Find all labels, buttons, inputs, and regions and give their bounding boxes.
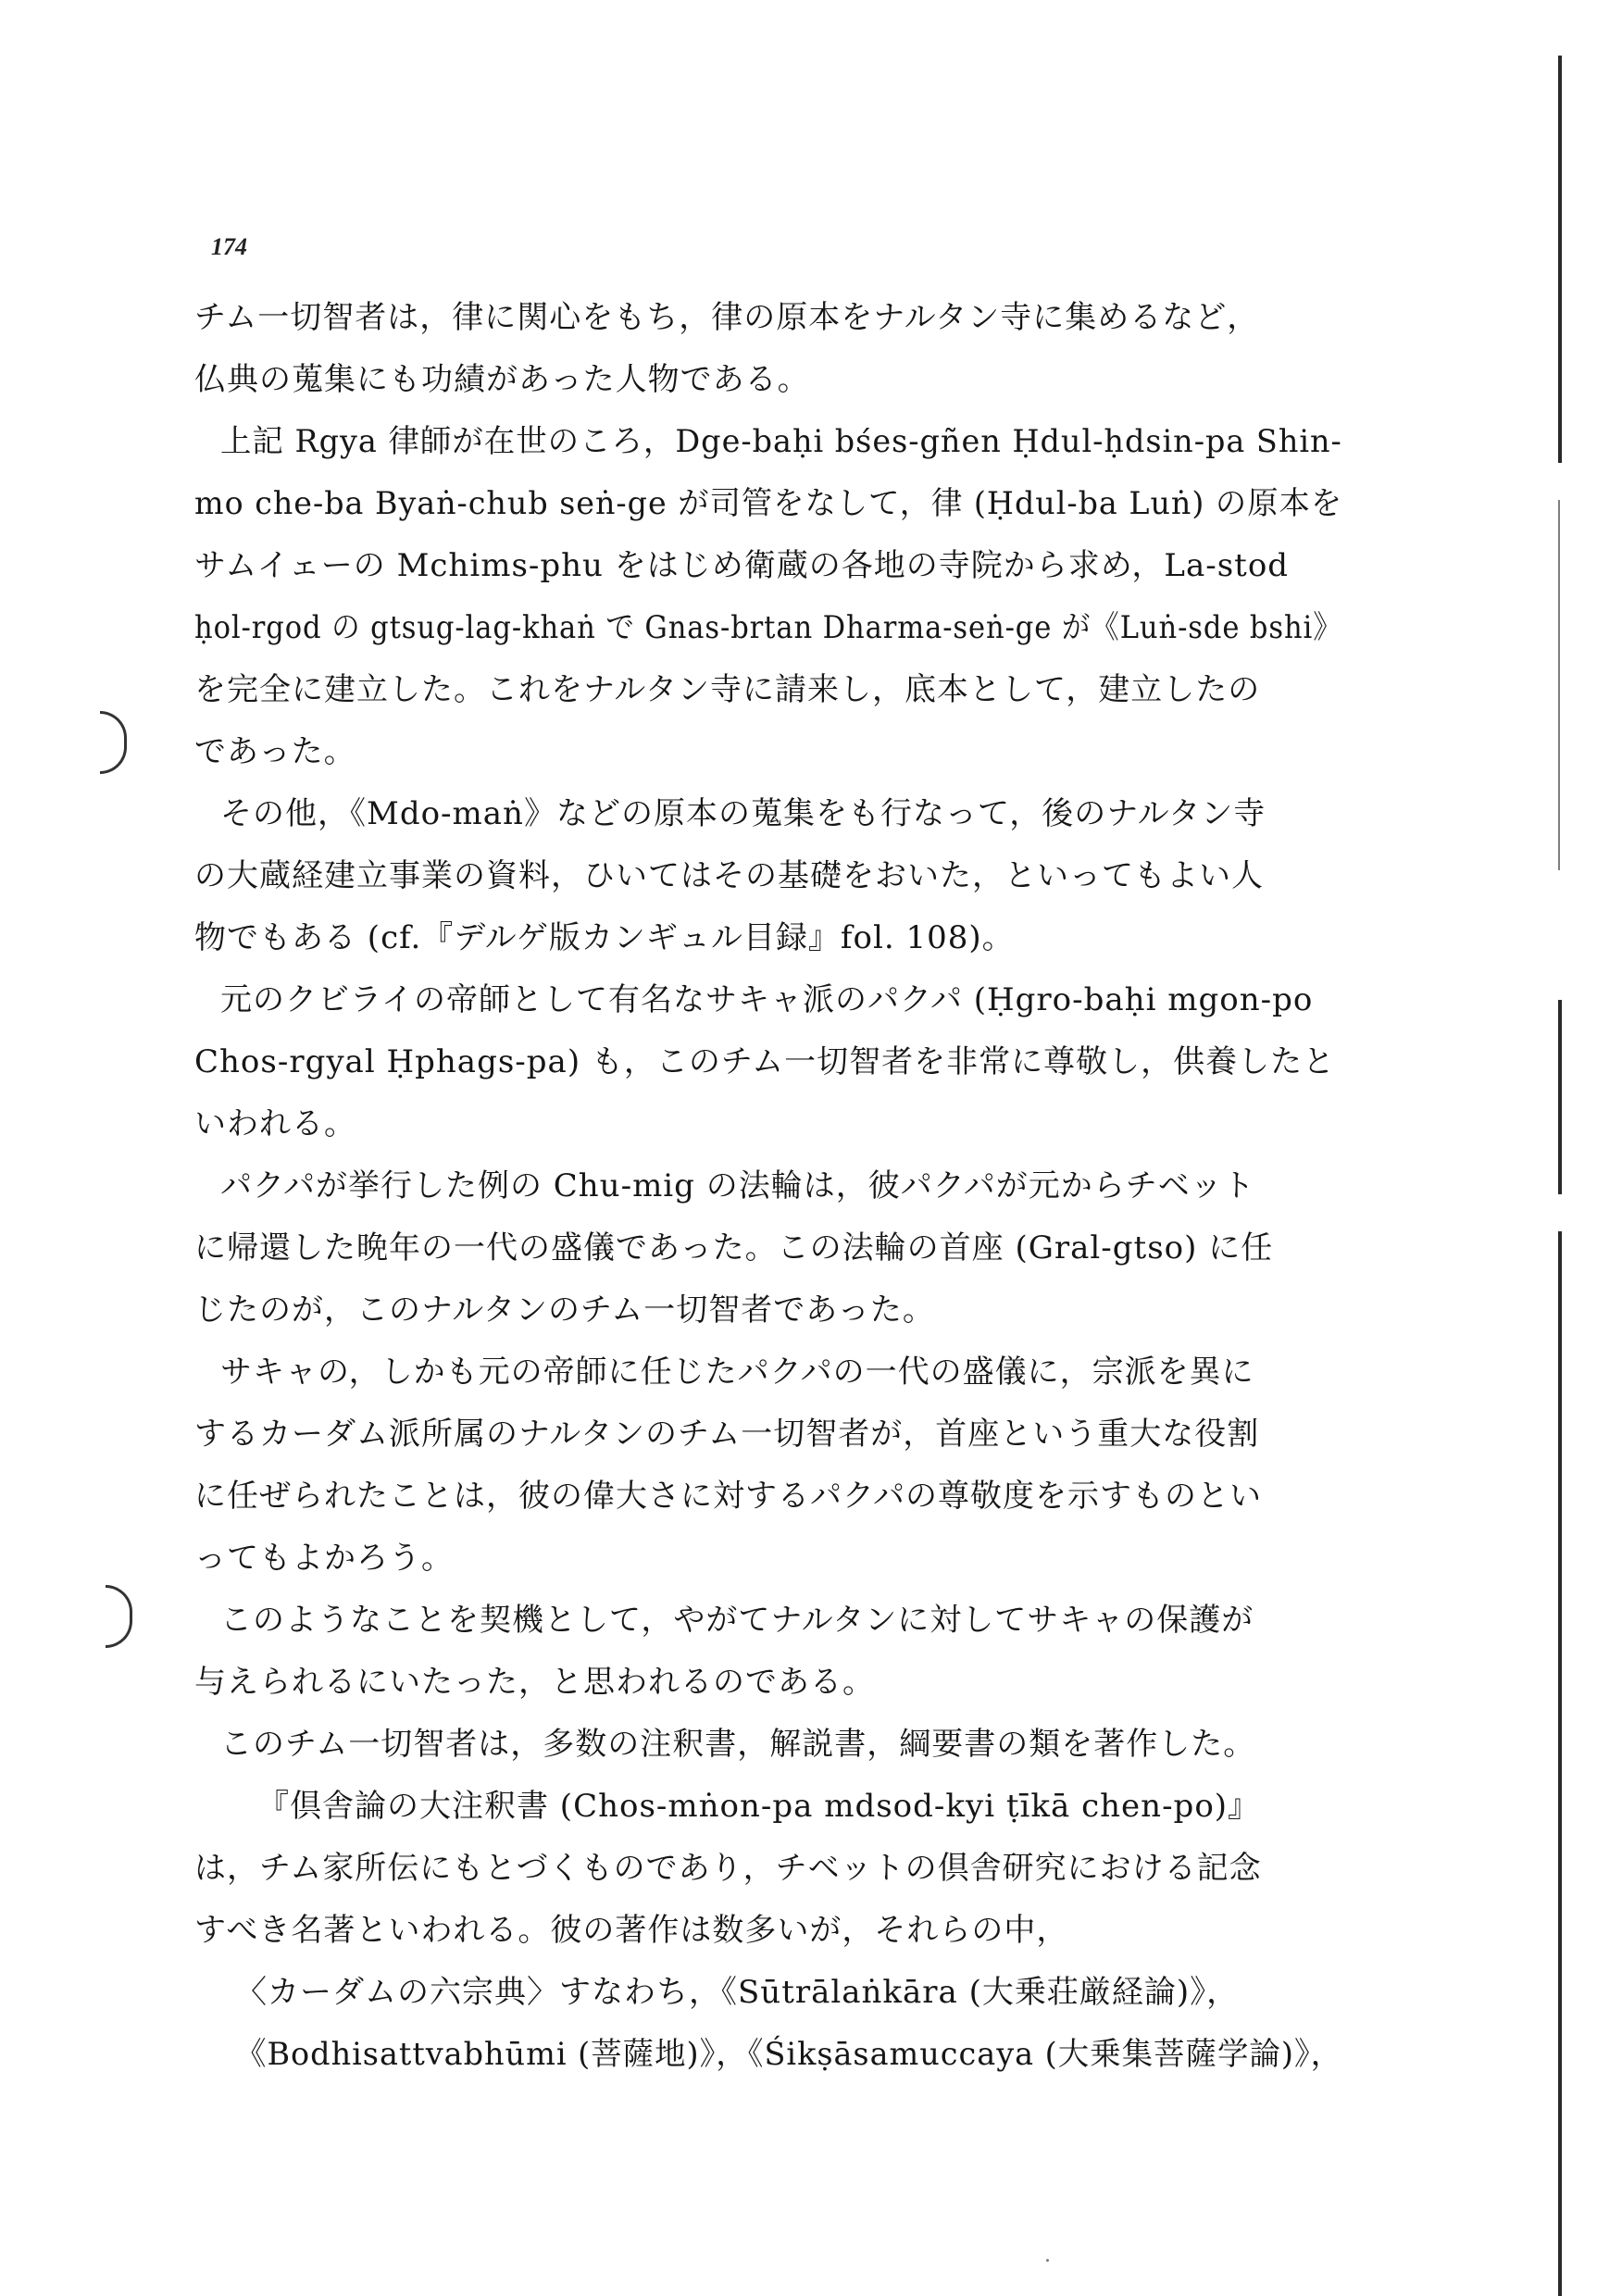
text-line: 『倶舎論の大注釈書 (Chos-mṅon-pa mdsod-kyi ṭīkā chen-po)』 <box>257 1788 1261 1825</box>
text-line: 物でもある (cf.『デルゲ版カンギュル目録』fol. 108)。 <box>194 919 1015 956</box>
binding-hole-mark <box>106 1585 132 1648</box>
text-line: に帰還した晩年の一代の盛儀であった。この法輪の首座 (Gral-gtso) に任 <box>194 1229 1274 1267</box>
text-line: サムイェーの Mchims-phu をはじめ衛蔵の各地の寺院から求め，La-stod <box>194 547 1290 584</box>
text-line: ってもよかろう。 <box>194 1540 454 1577</box>
text-line: じたのが，このナルタンのチム一切智者であった。 <box>194 1292 935 1329</box>
page-edge-rule <box>1558 1000 1562 1194</box>
text-line: 元のクビライの帝師として有名なサキャ派のパクパ (Ḥgro-baḥi mgon-po <box>220 981 1314 1018</box>
text-line: ḥol-rgod の gtsug-lag-khaṅ で Gnas-brtan Dharma-seṅ-ge が《Luṅ-sde bshi》 <box>194 609 1342 646</box>
text-line: の大蔵経建立事業の資料，ひいてはその基礎をおいた，といってもよい人 <box>194 857 1264 894</box>
text-line: このチム一切智者は，多数の注釈書，解説書，綱要書の類を著作した。 <box>220 1726 1256 1763</box>
page-number: 174 <box>211 233 247 260</box>
text-line: するカーダム派所属のナルタンのチム一切智者が，首座という重大な役割 <box>194 1416 1260 1453</box>
text-line: Chos-rgyal Ḥphags-pa) も，このチム一切智者を非常に尊敬し，供養したと <box>194 1043 1336 1080</box>
page-edge-rule <box>1558 56 1562 463</box>
text-line: パクパが挙行した例の Chu-mig の法輪は，彼パクパが元からチベット <box>220 1167 1255 1204</box>
scan-speck <box>1046 2259 1049 2262</box>
text-line: 《Bodhisattvabhūmi (菩薩地)》，《Śikṣāsamuccaya (大乗集菩薩学論)》， <box>235 2036 1343 2073</box>
text-line: すべき名著といわれる。彼の著作は数多いが，それらの中， <box>194 1912 1069 1949</box>
text-line: 与えられるにいたった，と思われるのである。 <box>194 1664 875 1701</box>
text-line: サキャの，しかも元の帝師に任じたパクパの一代の盛儀に，宗派を異に <box>220 1354 1254 1391</box>
text-line: その他，《Mdo-maṅ》などの原本の蒐集をも行なって，後のナルタン寺 <box>220 795 1266 832</box>
text-line: mo che-ba Byaṅ-chub seṅ-ge が司管をなして，律 (Ḥdul-ba Luṅ) の原本を <box>194 485 1343 522</box>
page-edge-rule <box>1558 500 1560 870</box>
text-line: 上記 Rgya 律師が在世のころ，Dge-baḥi bśes-gñen Ḥdul-ḥdsin-pa Shin- <box>220 423 1342 460</box>
binding-hole-mark <box>100 711 127 774</box>
text-line: 〈カーダムの六宗典〉すなわち，《Sūtrālaṅkāra (大乗荘厳経論)》， <box>235 1974 1240 2011</box>
text-line: このようなことを契機として，やがてナルタンに対してサキャの保護が <box>220 1602 1254 1639</box>
text-line: 仏典の蒐集にも功績があった人物である。 <box>194 361 810 398</box>
text-line: いわれる。 <box>194 1105 356 1142</box>
text-line: であった。 <box>194 733 356 770</box>
text-line: は，チム家所伝にもとづくものであり，チベットの倶舎研究における記念 <box>194 1850 1262 1887</box>
text-line: を完全に建立した。これをナルタン寺に請来し，底本として，建立したの <box>194 671 1261 708</box>
text-line: に任ぜられたことは，彼の偉大さに対するパクパの尊敬度を示すものとい <box>194 1478 1262 1515</box>
page-edge-rule <box>1558 1231 1562 2296</box>
text-line: チム一切智者は，律に関心をもち，律の原本をナルタン寺に集めるなど， <box>194 299 1260 336</box>
